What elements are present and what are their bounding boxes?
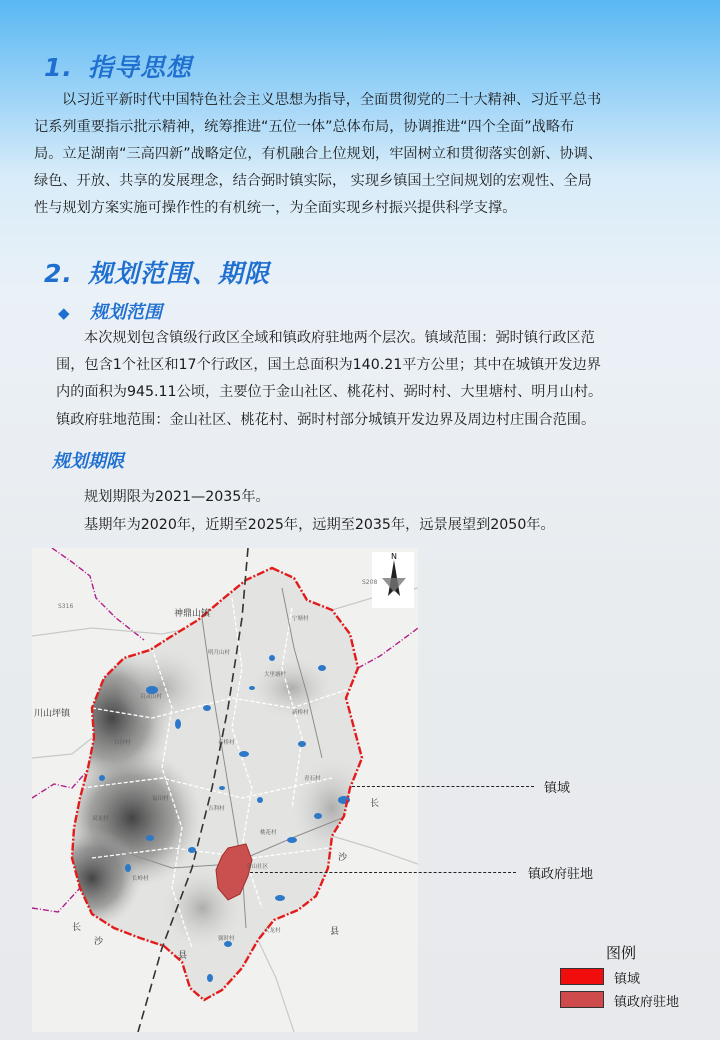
township-leader-line — [352, 786, 534, 787]
village-label: 青石村 — [304, 776, 321, 782]
seat-callout-label: 镇政府驻地 — [528, 867, 594, 882]
neighbor-boundary-east — [358, 628, 418, 668]
township-map — [32, 548, 418, 1032]
legend-label-township: 镇域 — [614, 972, 641, 987]
scope-title: 规划范围 — [90, 302, 162, 323]
section1-number: 1. — [44, 53, 73, 82]
label-sha-bottom: 沙 — [94, 937, 104, 947]
label-xian-bottom: 县 — [178, 951, 188, 961]
period-line-1: 规划期限为2021—2035年。 — [84, 489, 270, 505]
diamond-bullet-icon: ◆ — [58, 304, 70, 322]
village-label: 白沙村 — [114, 740, 131, 746]
section2-title: 规划范围、期限 — [88, 259, 271, 288]
section1-line-1: 以习近平新时代中国特色社会主义思想为指导，全面贯彻党的二十大精神、习近平总书 — [62, 92, 602, 108]
scope-line-2: 围，包含1个社区和17个行政区，国土总面积为140.21平方公里；其中在城镇开发边界 — [56, 357, 601, 373]
legend-swatch-seat — [560, 991, 604, 1008]
legend-label-seat: 镇政府驻地 — [614, 995, 680, 1010]
section1-line-3: 局。立足湖南“三高四新”战略定位，有机融合上位规划，牢固树立和贯彻落实创新、协调、 — [34, 146, 603, 162]
neighbor-boundary-southwest — [32, 888, 80, 912]
village-label: 明月山村 — [208, 650, 231, 656]
village-label: 福田村 — [152, 796, 169, 802]
map-svg — [32, 548, 418, 1032]
village-label: 石桥村 — [218, 740, 235, 746]
label-chang-right: 长 — [370, 799, 380, 809]
village-label: 吉利村 — [208, 806, 225, 812]
label-chang-left: 长 — [72, 923, 82, 933]
scope-line-4: 镇政府驻地范围：金山社区、桃花村、弼时村部分城镇开发边界及周边村庄围合范围。 — [56, 412, 596, 428]
neighbor-boundary-north — [52, 548, 144, 640]
section1-heading — [44, 48, 192, 84]
scope-line-3: 内的面积为945.11公顷，主要位于金山社区、桃花村、弼时村、大里塘村、明月山村。 — [56, 384, 603, 400]
label-road-s316: S316 — [58, 603, 74, 610]
section2-number: 2. — [44, 259, 73, 288]
village-label: 弼时村 — [218, 936, 235, 942]
village-label: 长岭村 — [132, 876, 149, 882]
label-sha-right: 沙 — [338, 853, 348, 863]
north-label: N — [391, 552, 397, 561]
village-label: 宁塘村 — [292, 616, 309, 622]
period-line-2: 基期年为2020年，近期至2025年，远期至2035年，远景展望到2050年。 — [84, 517, 555, 533]
village-label: 大龙村 — [264, 928, 281, 934]
village-label: 桃花村 — [260, 830, 277, 836]
section1-line-4: 绿色、开放、共享的发展理念，结合弼时镇实际， 实现乡镇国土空间规划的宏观性、全局 — [34, 173, 592, 189]
scope-line-1: 本次规划包含镇级行政区全域和镇政府驻地两个层次。镇域范围：弼时镇行政区范 — [84, 330, 595, 346]
period-heading: 规划期限 — [52, 451, 124, 472]
section1-title: 指导思想 — [88, 53, 193, 82]
scope-heading — [58, 298, 162, 324]
label-shenshan: 神鼎山镇 — [174, 609, 211, 619]
township-callout-label: 镇域 — [544, 781, 571, 796]
seat-leader-line — [250, 872, 516, 873]
neighbor-boundary-west — [32, 770, 88, 798]
section1-line-5: 性与规划方案实施可操作性的有机统一，为全面实现乡村振兴提供科学支撑。 — [34, 200, 517, 216]
legend-swatch-township — [560, 968, 604, 985]
village-label: 百灵山村 — [140, 694, 163, 700]
section2-heading — [44, 254, 270, 290]
legend-title: 图例 — [606, 944, 637, 962]
village-label: 双龙村 — [92, 816, 109, 822]
label-chuanshanping: 川山坪镇 — [34, 709, 71, 719]
label-xian-right: 县 — [330, 927, 340, 937]
village-label: 大里塘村 — [264, 672, 287, 678]
section1-line-2: 记系列重要指示批示精神，统筹推进“五位一体”总体布局，协调推进“四个全面”战略布 — [34, 119, 575, 135]
village-label: 新桥村 — [292, 710, 309, 716]
north-arrow-icon — [372, 552, 414, 608]
village-label: 金山社区 — [246, 864, 269, 870]
label-road-s208: S208 — [362, 579, 378, 586]
